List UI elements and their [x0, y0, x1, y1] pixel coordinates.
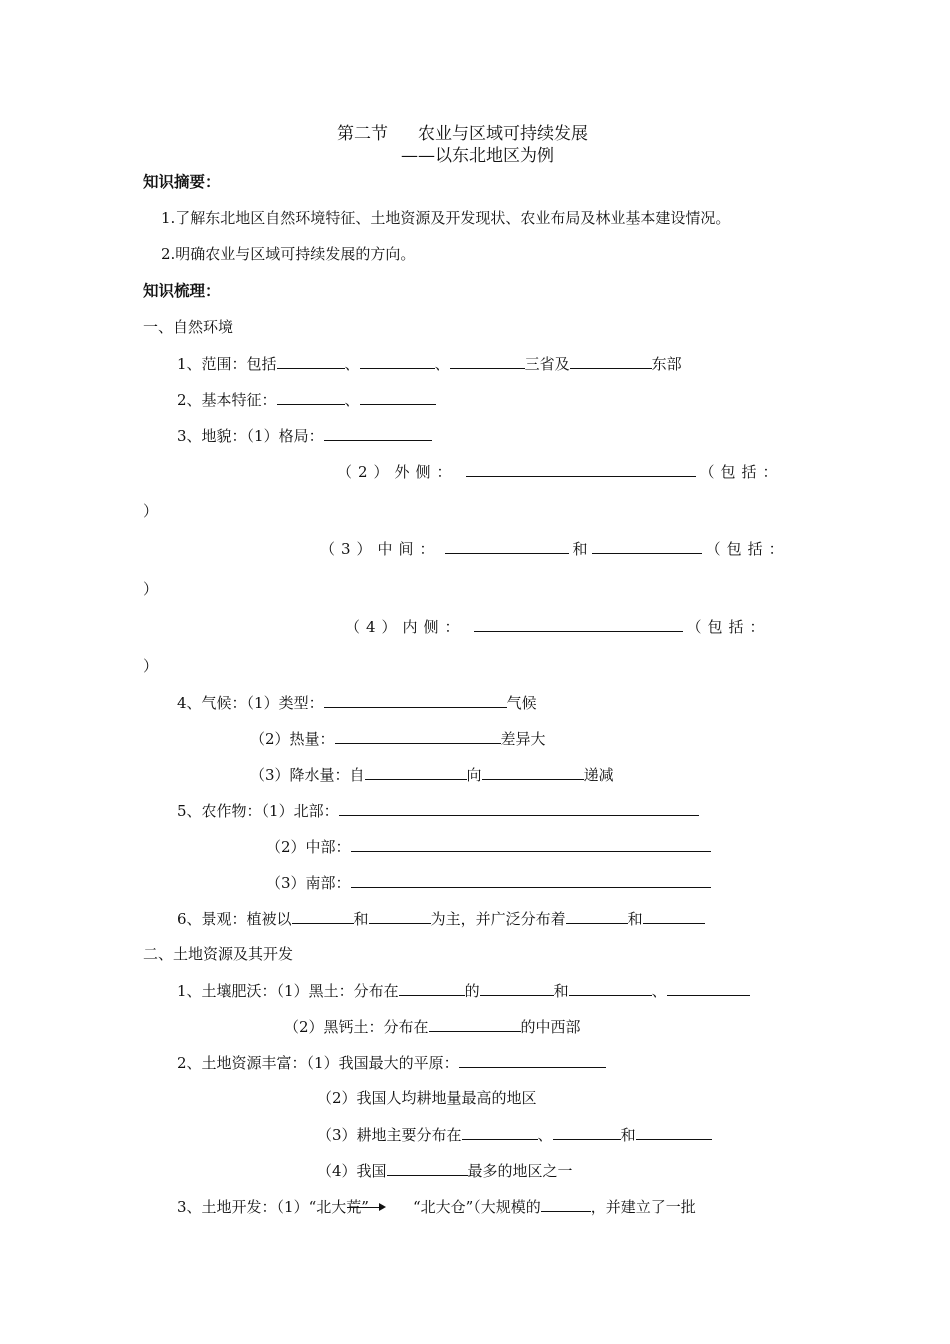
s2-rich-p2: （2）我国人均耕地量最高的地区	[317, 1089, 537, 1107]
fill-blank[interactable]	[335, 728, 501, 744]
fill-blank[interactable]	[667, 980, 750, 996]
s2-heading: 二、土地资源及其开发	[143, 945, 294, 963]
section-title	[337, 124, 588, 144]
s2-rich-p4: （4）我国 最多的地区之一	[317, 1162, 573, 1180]
fill-blank[interactable]	[365, 764, 467, 780]
section-title-text: 农业与区域可持续发展	[418, 124, 588, 144]
summary-heading: 知识摘要：	[143, 173, 221, 191]
s1-landform-inner: （4）内侧： （包括：	[345, 618, 771, 636]
fill-blank[interactable]	[351, 872, 711, 888]
fill-blank[interactable]	[324, 425, 432, 441]
fill-blank[interactable]	[429, 1016, 521, 1032]
s2-rich-p3: （3）耕地主要分布在 、 和	[317, 1124, 712, 1145]
s1-heading: 一、自然环境	[143, 318, 234, 336]
fill-blank[interactable]	[462, 1124, 538, 1140]
fill-blank[interactable]	[480, 980, 554, 996]
fill-blank[interactable]	[450, 353, 525, 369]
fill-blank[interactable]	[360, 389, 436, 405]
s1-crops-middle: （2）中部：	[266, 836, 711, 857]
fill-blank[interactable]	[592, 538, 702, 554]
s1-landscape: 6、景观：植被以 和 为主，并广泛分布着 和	[177, 908, 705, 929]
fill-blank[interactable]	[570, 353, 652, 369]
fill-blank[interactable]	[459, 1052, 606, 1068]
s1-climate-heat: （2）热量： 差异大	[250, 730, 546, 748]
s1-crops-south: （3）南部：	[266, 872, 711, 893]
s2-fertile-calcic: （2）黑钙土：分布在 的中西部	[284, 1018, 581, 1036]
summary-item-1: 1.了解东北地区自然环境特征、土地资源及开发现状、农业布局及林业基本建设情况。	[161, 209, 731, 227]
fill-blank[interactable]	[339, 800, 699, 816]
fill-blank[interactable]	[351, 836, 711, 852]
arrow-right-icon	[369, 1202, 385, 1212]
summary-item-2: 2.明确农业与区域可持续发展的方向。	[161, 245, 416, 263]
fill-blank[interactable]	[553, 1124, 621, 1140]
s1-climate-rain: （3）降水量：自 向 递减	[250, 766, 614, 784]
s1-landform-middle-close: ）	[143, 580, 159, 598]
fill-blank[interactable]	[277, 389, 345, 405]
section-subtitle: ——以东北地区为例	[401, 146, 554, 166]
s2-develop: 3、土地开发：（1）“北大荒” “北大仓”（大规模的 ，并建立了一批	[177, 1198, 696, 1216]
fill-blank[interactable]	[482, 764, 584, 780]
s1-climate-type: 4、气候：（1）类型： 气候	[177, 694, 537, 712]
outline-heading: 知识梳理：	[143, 282, 221, 300]
fill-blank[interactable]	[643, 908, 705, 924]
fill-blank[interactable]	[387, 1160, 468, 1176]
s2-rich: 2、土地资源丰富：（1）我国最大的平原：	[177, 1052, 606, 1073]
fill-blank[interactable]	[566, 908, 628, 924]
s1-landform-outer: （2）外侧： （包括：	[337, 463, 784, 481]
fill-blank[interactable]	[399, 980, 465, 996]
s1-landform: 3、地貌：（1）格局：	[177, 425, 432, 446]
fill-blank[interactable]	[277, 353, 345, 369]
section-number: 第二节	[337, 124, 388, 144]
s1-crops-north: 5、农作物：（1）北部：	[177, 800, 699, 821]
s1-landform-inner-close: ）	[143, 657, 159, 675]
s1-range: 1、范围：包括 、 、 三省及 东部	[177, 355, 682, 373]
fill-blank[interactable]	[324, 692, 507, 708]
fill-blank[interactable]	[360, 353, 435, 369]
s1-feature: 2、基本特征： 、	[177, 389, 436, 410]
fill-blank[interactable]	[474, 616, 683, 632]
fill-blank[interactable]	[541, 1196, 591, 1212]
fill-blank[interactable]	[636, 1124, 712, 1140]
s2-fertile: 1、土壤肥沃：（1）黑土：分布在 的 和 、	[177, 980, 750, 1001]
fill-blank[interactable]	[466, 461, 696, 477]
fill-blank[interactable]	[292, 908, 354, 924]
s1-landform-middle: （3）中间： 和 （包括：	[320, 540, 790, 558]
fill-blank[interactable]	[445, 538, 569, 554]
s1-landform-outer-close: ）	[143, 502, 159, 520]
fill-blank[interactable]	[569, 980, 652, 996]
fill-blank[interactable]	[369, 908, 431, 924]
